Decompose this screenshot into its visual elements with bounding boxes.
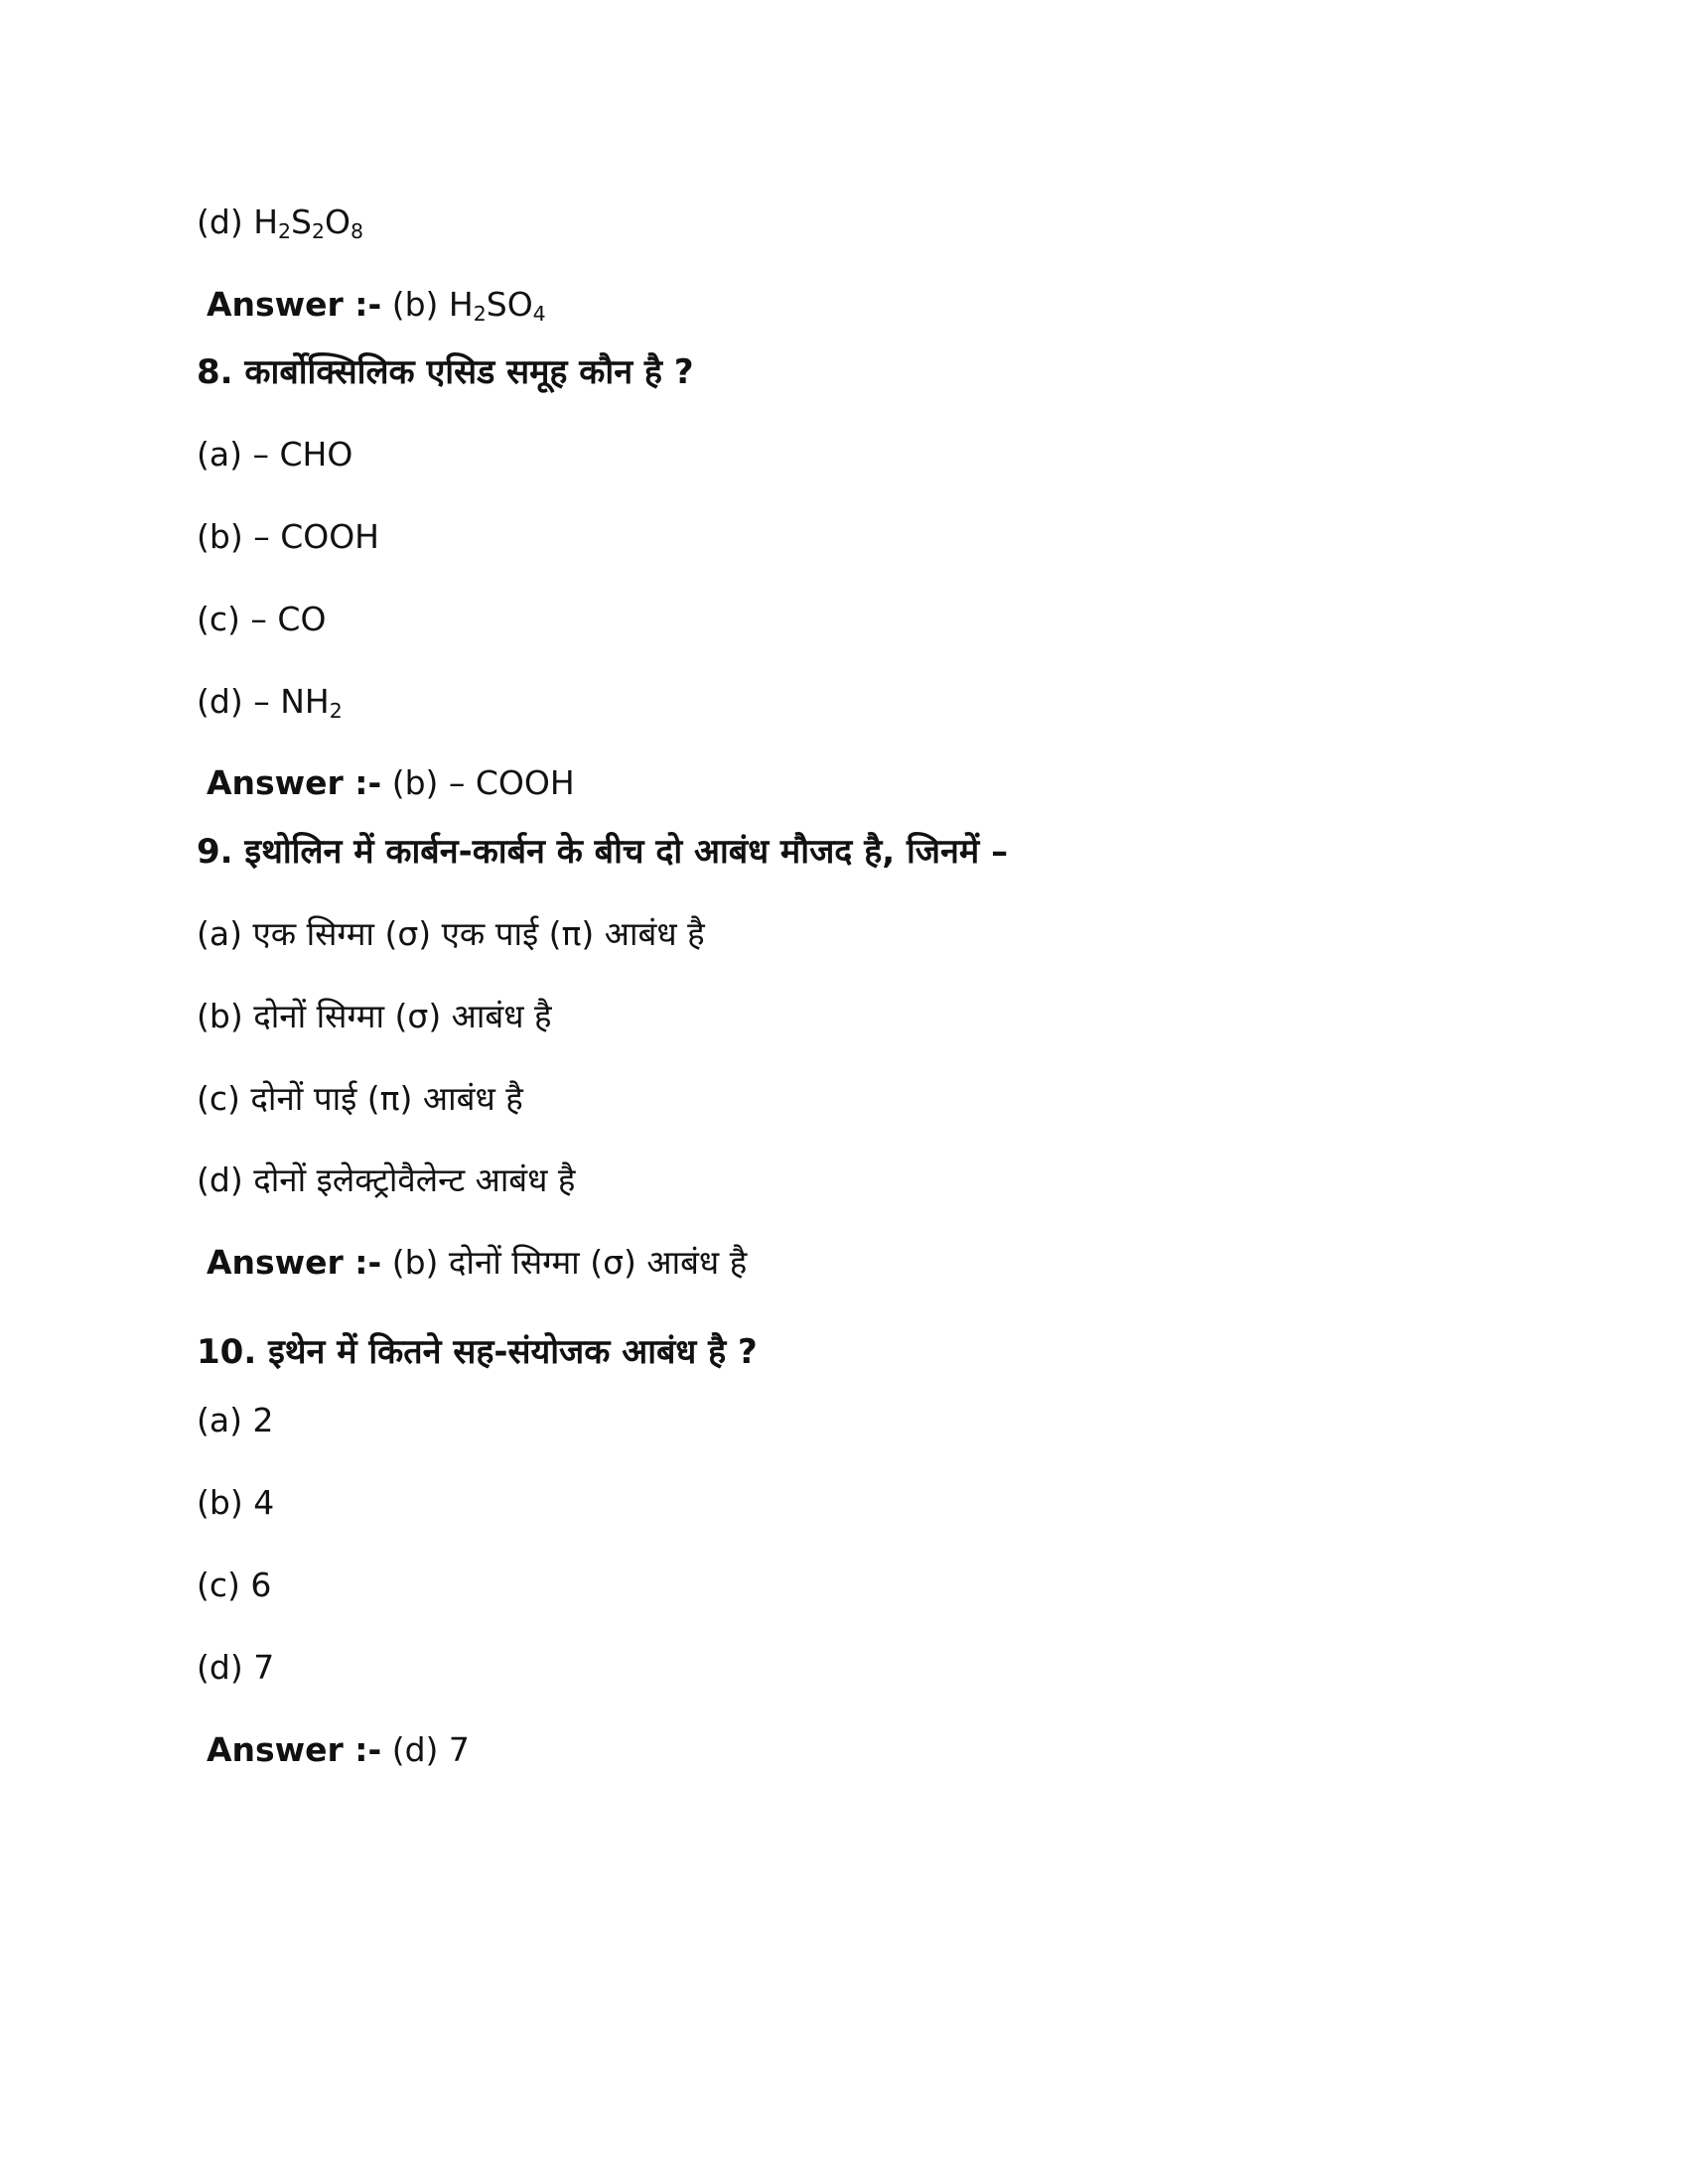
q10-option-d: (d) 7 <box>197 1648 275 1687</box>
q8-option-b: (b) – COOH <box>197 517 379 556</box>
question-number: 8. <box>197 352 233 392</box>
answer-text: (d) 7 <box>391 1730 470 1769</box>
q8-answer <box>207 759 575 807</box>
question-8-title <box>197 348 694 396</box>
question-text: कार्बोक्सिलिक एसिड समूह कौन है ? <box>244 352 694 392</box>
answer-label: Answer :- <box>207 763 382 802</box>
q8-option-a: (a) – CHO <box>197 435 353 474</box>
q9-option-b: (b) दोनों सिग्मा (σ) आबंध है <box>197 997 552 1035</box>
answer-label: Answer :- <box>207 1730 382 1769</box>
formula: $H_2SO_4$ <box>448 285 546 327</box>
question-text: इथेन में कितने सह-संयोजक आबंध है ? <box>268 1332 758 1372</box>
question-9-title <box>197 828 1008 876</box>
formula: $H_2S_2O_8$ <box>253 203 364 244</box>
answer-label: Answer :- <box>207 285 382 324</box>
q10-option-c: (c) 6 <box>197 1566 272 1604</box>
q9-option-c: (c) दोनों पाई (π) आबंध है <box>197 1079 523 1118</box>
q9-option-a: (a) एक सिग्मा (σ) एक पाई (π) आबंध है <box>197 914 705 953</box>
question-text: इथोलिन में कार्बन-कार्बन के बीच दो आबंध मौजद है, जिनमें – <box>244 832 1009 872</box>
q10-option-a: (a) 2 <box>197 1401 274 1439</box>
answer-text: (b) दोनों सिग्मा (σ) आबंध है <box>391 1243 748 1282</box>
answer-text: (b) – COOH <box>391 763 575 802</box>
q10-answer <box>207 1726 470 1774</box>
prev-answer <box>207 281 546 329</box>
option-label: (d) <box>197 203 243 241</box>
q8-option-c: (c) – CO <box>197 600 327 638</box>
q9-option-d: (d) दोनों इलेक्ट्रोवैलेन्ट आबंध है <box>197 1160 576 1199</box>
answer-choice: (b) <box>391 285 439 324</box>
q9-answer <box>207 1239 747 1287</box>
question-number: 9. <box>197 832 233 872</box>
answer-label: Answer :- <box>207 1243 382 1282</box>
prev-option-d <box>197 199 363 246</box>
q8-option-d: $(d) - NH_2$ <box>197 682 343 724</box>
q10-option-b: (b) 4 <box>197 1483 275 1522</box>
question-number: 10. <box>197 1332 257 1372</box>
question-10-title <box>197 1328 758 1376</box>
